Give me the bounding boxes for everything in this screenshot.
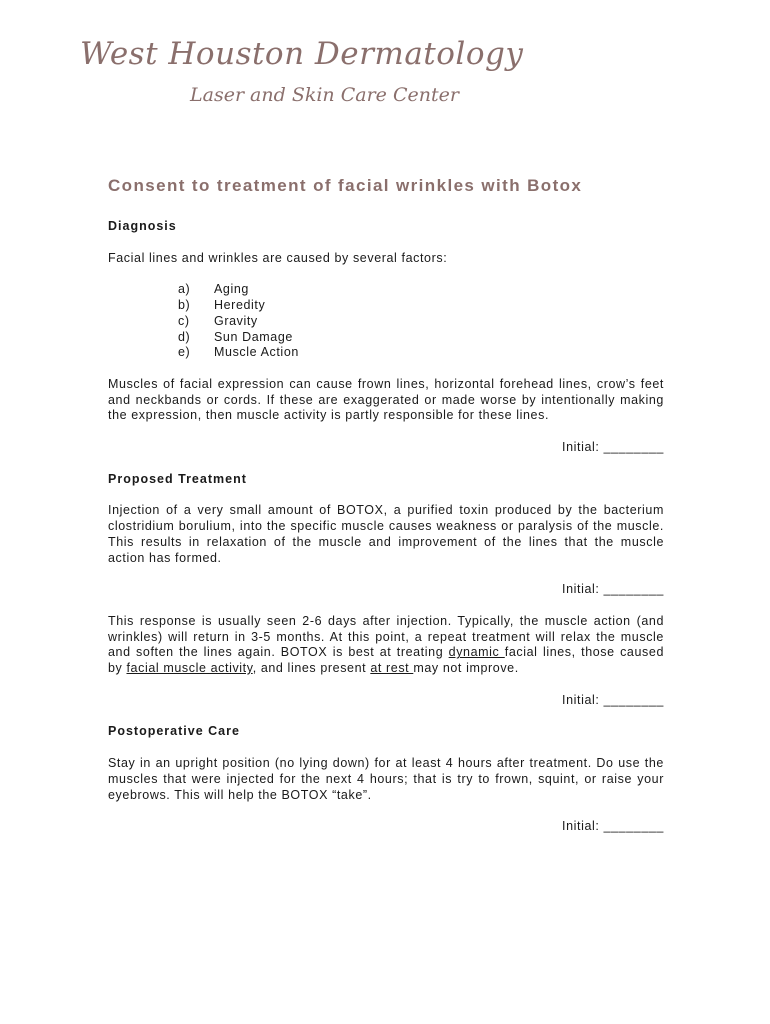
- document-title: Consent to treatment of facial wrinkles with Botox: [108, 176, 583, 195]
- list-item: [178, 345, 664, 361]
- treatment-heading: Proposed Treatment: [108, 471, 247, 486]
- consent-document: [108, 174, 664, 851]
- list-item-text: Heredity: [214, 298, 266, 313]
- dynamic-underlined: dynamic: [448, 645, 505, 660]
- diagnosis-intro: Facial lines and wrinkles are caused by several factors:: [108, 250, 448, 265]
- diagnosis-heading: Diagnosis: [108, 219, 177, 233]
- treatment-body: Injection of a very small amount of BOTOX, a purified toxin produced by the bacterium clostridium borulium, into the specific muscle causes weakness or paralysis of the muscle. This results in relaxation of the muscle and improvement of the lines that the muscle action has formed.: [108, 503, 664, 565]
- response-text: , and lines present: [252, 661, 371, 676]
- list-item-text: Aging: [214, 282, 249, 297]
- list-item: [178, 298, 664, 314]
- postop-body: Stay in an upright position (no lying down) for at least 4 hours after treatment. Do use the muscles that were injected for the next 4 hours; that is try to frown, squint, or raise your eyebrows. This will help the BOTOX “take”.: [108, 756, 664, 802]
- initial-field-response[interactable]: Initial: ________: [562, 692, 664, 707]
- list-item: [178, 330, 664, 346]
- logo-clinic-name: West Houston Dermatology: [80, 36, 524, 72]
- list-item-letter: d): [178, 329, 191, 344]
- response-text: facial lines, those caused by: [108, 645, 664, 676]
- list-item-letter: a): [178, 282, 191, 297]
- initial-field-treatment[interactable]: Initial: ________: [562, 582, 664, 597]
- list-item-letter: b): [178, 298, 191, 313]
- logo-tagline: Laser and Skin Care Center: [190, 84, 459, 106]
- clinic-logo: [80, 36, 524, 116]
- postop-heading: Postoperative Care: [108, 724, 240, 739]
- list-item-letter: e): [178, 345, 191, 360]
- initial-field-diagnosis[interactable]: Initial: ________: [562, 440, 664, 455]
- list-item-text: Sun Damage: [214, 329, 293, 344]
- response-text: This response is usually seen 2-6 days after injection. Typically, the muscle action (and wrinkles) will return in 3-5 months. At this point, a repeat treatment will relax the muscle and soften the lines again. BOTOX is best at treating: [108, 613, 664, 660]
- list-item-letter: c): [178, 313, 190, 328]
- list-item-text: Muscle Action: [214, 345, 299, 360]
- muscle-activity-underlined: facial muscle activity: [126, 661, 253, 676]
- response-text: may not improve.: [413, 661, 519, 676]
- diagnosis-body: Muscles of facial expression can cause frown lines, horizontal forehead lines, crow’s feet and neckbands or cords. If these are exaggerated or made worse by intentionally making the expression, then muscle activity is partly responsible for these lines.: [108, 376, 664, 423]
- list-item-text: Gravity: [214, 313, 258, 328]
- at-rest-underlined: at rest: [370, 661, 414, 676]
- list-item: [178, 282, 664, 298]
- treatment-response: [108, 614, 664, 677]
- list-item: [178, 314, 664, 330]
- initial-field-postop[interactable]: Initial: ________: [562, 819, 664, 834]
- factor-list: [178, 282, 664, 361]
